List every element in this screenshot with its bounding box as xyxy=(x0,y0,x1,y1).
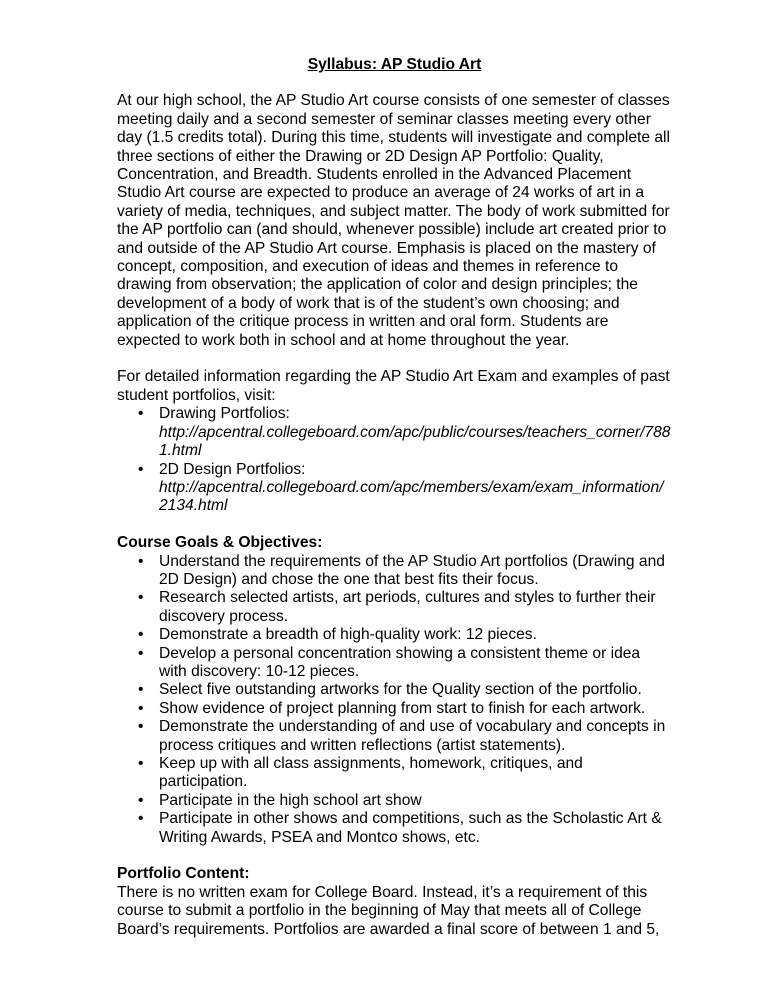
list-item: • Participate in the high school art show xyxy=(117,792,672,810)
resource-link[interactable]: http://apcentral.collegeboard.com/apc/public/courses/teachers_corner/7881.html xyxy=(159,423,671,460)
page-title: Syllabus: AP Studio Art xyxy=(307,56,482,73)
list-item: • Develop a personal concentration showing a consistent theme or idea with discovery: 10-12 pieces. xyxy=(117,645,672,682)
list-item: • Demonstrate the understanding of and use of vocabulary and concepts in process critiques and written reflections (artist statements). xyxy=(117,718,672,755)
list-item xyxy=(117,405,672,460)
resource-link[interactable]: http://apcentral.collegeboard.com/apc/members/exam/exam_information/2134.html xyxy=(159,478,664,515)
list-item: • Participate in other shows and competitions, such as the Scholastic Art & Writing Awards, PSEA and Montco shows, etc. xyxy=(117,810,672,847)
resource-label: 2D Design Portfolios: xyxy=(159,460,306,478)
portfolio-section xyxy=(117,865,672,939)
goals-section xyxy=(117,534,672,847)
list-item xyxy=(117,461,672,516)
list-item: • Keep up with all class assignments, homework, critiques, and participation. xyxy=(117,755,672,792)
goals-heading: Course Goals & Objectives: xyxy=(117,534,323,552)
resources-section xyxy=(117,368,672,515)
resources-lead: For detailed information regarding the AP Studio Art Exam and examples of past student portfolios, visit: xyxy=(117,368,670,404)
intro-paragraph: At our high school, the AP Studio Art course consists of one semester of classes meeting daily and a second semester of seminar classes meeting every other day (1.5 credits total). During this time, students will investigate and complete all three sections of either the Drawing or 2D Design AP Portfolio: Quality, Concentration, and Breadth. Students enrolled in the Advanced Placement Studio Art course are expected to produce an average of 24 works of art in a variety of media, techniques, and subject matter. The body of work submitted for the AP portfolio can (and should, whenever possible) include art created prior to and outside of the AP Studio Art course. Emphasis is placed on the mastery of concept, composition, and execution of ideas and themes in reference to drawing from observation; the application of color and design principles; the development of a body of work that is of the student’s own choosing; and application of the critique process in written and oral form. Students are expected to work both in school and at home throughout the year. xyxy=(117,92,670,349)
list-item: • Select five outstanding artworks for the Quality section of the portfolio. xyxy=(117,681,672,699)
portfolio-heading: Portfolio Content: xyxy=(117,865,250,883)
goals-list xyxy=(117,553,672,848)
portfolio-paragraph: There is no written exam for College Board. Instead, it’s a requirement of this course to submit a portfolio in the beginning of May that meets all of College Board’s requirements. Portfolios are awarded a final score of between 1 and 5, xyxy=(117,883,660,938)
list-item: • Research selected artists, art periods, cultures and styles to further their discovery process. xyxy=(117,589,672,626)
resource-label: Drawing Portfolios: xyxy=(159,405,290,423)
list-item: • Understand the requirements of the AP Studio Art portfolios (Drawing and 2D Design) and chose the one that best fits their focus. xyxy=(117,553,672,590)
resources-list xyxy=(117,405,672,515)
list-item: • Show evidence of project planning from start to finish for each artwork. xyxy=(117,700,672,718)
list-item: • Demonstrate a breadth of high-quality work: 12 pieces. xyxy=(117,626,672,644)
